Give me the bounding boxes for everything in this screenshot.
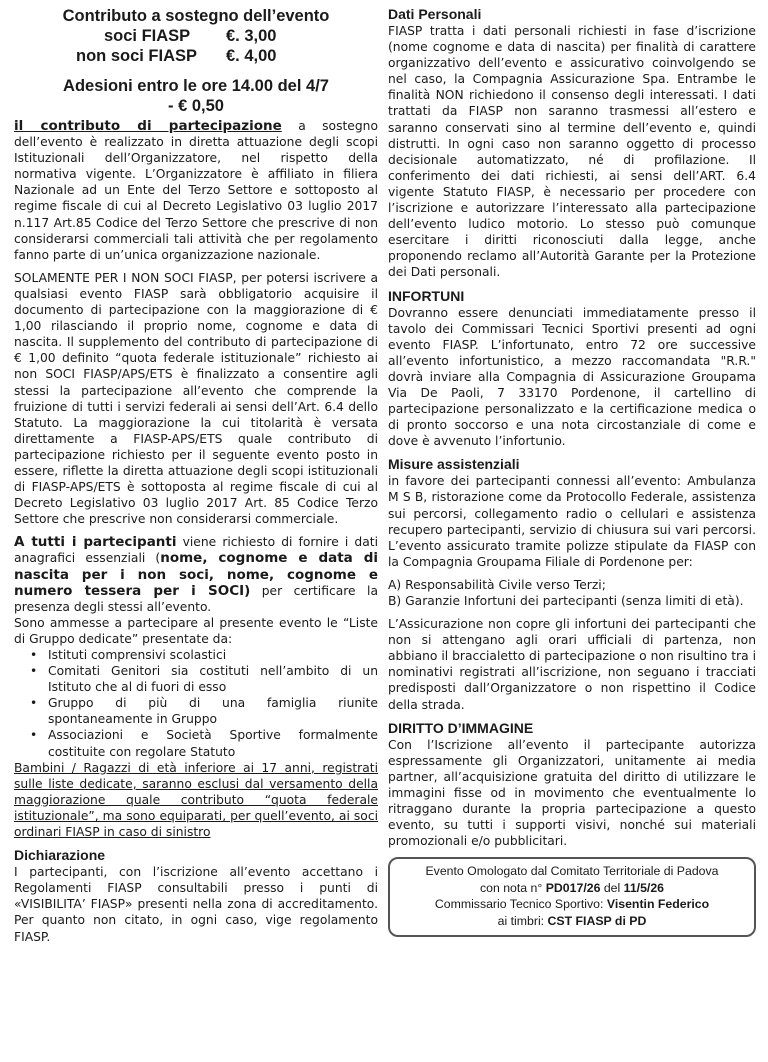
box-commissario: Visentin Federico bbox=[606, 897, 710, 912]
list-item: • Istituti comprensivi scolastici bbox=[30, 647, 378, 663]
misure-paragraph: in favore dei partecipanti connessi all’evento: Ambulanza M S B, ristorazione come da Protocollo Federale, assistenza sui percorsi, collegamento radio o cellulari e assistenza recupero partecipanti, servizio di chiusura sui vari percorsi. L’evento assicurato tramite polizze stipulate da FIASP con la Compagnia Groupama Filiale di Pordenone per: bbox=[388, 474, 756, 569]
left-column bbox=[14, 6, 378, 945]
tutti-mid: viene richiesto di fornire i dati anagrafici essenziali ( bbox=[14, 535, 378, 566]
list-item: • Associazioni e Società Sportive formalmente costituite con regolare Statuto bbox=[30, 727, 378, 759]
box-date: 11/5/26 bbox=[623, 880, 665, 895]
fee-members-amount: €. 3,00 bbox=[226, 27, 277, 45]
box-line-2-mid: del bbox=[600, 880, 624, 895]
deadline-line-2: - € 0,50 bbox=[168, 97, 224, 115]
fee-members-label: soci FIASP bbox=[104, 27, 191, 45]
tutti-paragraph bbox=[14, 534, 378, 614]
assicurazione-paragraph: L’Assicurazione non copre gli infortuni dei partecipanti che non si attengano agli orari ufficiali di partenza, non abbiano il braccialetto di partecipazione o non risultino tra i nominativi registrati all’iscrizione, non seguano i tracciati predisposti dall’Organizzatore o non rispettino il Codice della strada. bbox=[388, 617, 756, 712]
dichiarazione-heading: Dichiarazione bbox=[14, 847, 106, 864]
immagine-heading: DIRITTO D’IMMAGINE bbox=[388, 719, 534, 736]
infortuni-paragraph: Dovranno essere denunciati immediatamente presso il tavolo dei Commissari Tecnici Sportivi presenti ad ogni evento FIASP. L’infortunato, entro 72 ore successive all’evento infortunistico, a mezzo raccomandata "R.R." dovrà inviare alla Compagnia di Assicurazione Groupama Via De Paoli, 7 33170 Pordenone, il cartellino di partecipazione personalizzato e la certificazione medica o di pronto soccorso e una nota circostanziale di come e dove è avvenuto l’infortunio. bbox=[388, 305, 756, 449]
fee-row-non-members bbox=[14, 46, 378, 66]
dichiarazione-paragraph: I partecipanti, con l’iscrizione all’evento accettano i Regolamenti FIASP consultabili presso i punti di «VISIBILITA’ FIASP» presenti nella zona di accreditamento. Per quanto non citato, in ogni caso, vige regolamento FIASP. bbox=[14, 865, 378, 944]
box-line-2-pre: con nota n° bbox=[479, 880, 546, 895]
tutti-lead: A tutti i partecipanti bbox=[14, 534, 177, 551]
box-line-4-pre: ai timbri: bbox=[497, 913, 548, 928]
box-line-1: Evento Omologato dal Comitato Territoriale di Padova bbox=[425, 864, 719, 879]
groups-list bbox=[14, 647, 378, 760]
garanzia-b: B) Garanzie Infortuni dei partecipanti (senza limiti di età). bbox=[388, 594, 744, 608]
fee-non-members-amount: €. 4,00 bbox=[226, 47, 277, 65]
box-line-4 bbox=[398, 913, 746, 930]
box-code: PD017/26 bbox=[545, 880, 601, 895]
non-soci-paragraph: SOLAMENTE PER I NON SOCI FIASP, per potersi iscrivere a qualsiasi evento FIASP sarà obbligatorio acquisire il documento di partecipazione con la maggiorazione di € 1,00 rilasciando il proprio nome, cognome e data di nascita. Il supplemento del contributo di partecipazione di € 1,00 definito “quota federale istituzionale” richiesto ai non SOCI FIASP/APS/ETS è finalizzato a consentire agli stessi la partecipazione all’evento che comprende la fruizione di tutti i servizi federali ai sensi dell’Art. 6.4 dello Statuto. La maggiorazione la cui titolarità è versata direttamente a FIASP-APS/ETS quale contributo di partecipazione richiesto per il seguente evento posto in essere, riflette la diretta attuazione degli scopi istituzionali di FIASP-APS/ETS è sottoposta al regime fiscale di cui al Decreto Legislativo 03 luglio 2017 Art. 85 Codice Terzo Settore che prescrive non considerarsi commerciale. bbox=[14, 270, 378, 527]
tutti-bold: nome, cognome e data di nascita per i non soci, nome, cognome e numero tessera per i SOCI) bbox=[14, 550, 378, 599]
fee-non-members-label: non soci FIASP bbox=[76, 47, 198, 65]
bambini-paragraph: Bambini / Ragazzi di età inferiore ai 17 anni, registrati sulle liste dedicate, saranno esclusi dal versamento della maggiorazione quale contributo “quota federale istituzionale”, ma sono equiparati, per quell’evento, ai soci ordinari FIASP in caso di sinistro bbox=[14, 760, 378, 840]
omologazione-box bbox=[388, 857, 756, 937]
right-column bbox=[388, 6, 756, 937]
fee-title: Contributo a sostegno dell’evento bbox=[62, 7, 330, 25]
tutti-end: per certificare la presenza degli stessi all’evento. bbox=[14, 583, 378, 614]
contributo-lead: il contributo di partecipazione bbox=[14, 118, 282, 134]
gruppi-intro: Sono ammesse a partecipare al presente evento le “Liste di Gruppo dedicate” presentate da: bbox=[14, 615, 378, 646]
box-line-3 bbox=[398, 896, 746, 913]
infortuni-heading: INFORTUNI bbox=[388, 287, 465, 304]
garanzia-a: A) Responsabilità Civile verso Terzi; bbox=[388, 577, 606, 592]
dati-paragraph: FIASP tratta i dati personali richiesti in fase d’iscrizione (nome cognome e data di nascita) per finalità di carattere organizzativo dell’evento e assicurativo coinvolgendo se nel caso, la Compagnia Assicurazione Spa. Entrambe le finalità NON richiedono il consenso degli interessati. I dati trattati da FIASP non saranno trasmessi all’estero e saranno conservati sino al termine dell’evento e, quindi distrutti. In ogni caso non saranno oggetto di processo decisionale automatizzato, né di profilazione. Il conferimento dei dati richiesti, ai sensi dell’ART. 6.4 vigente Statuto FIASP, è necessario per procedere con l’iscrizione e autorizzare l’interessato alla partecipazione dell’evento ludico motorio. Lo stesso può comunque esercitare i diritti riconosciuti dalla legge, anche proponendo reclamo all’Autorità Garante per la Protezione dei Dati personali. bbox=[388, 24, 756, 280]
list-item: • Comitati Genitori sia costituti nell’ambito di un Istituto che al di fuori di esso bbox=[30, 663, 378, 695]
immagine-paragraph: Con l’Iscrizione all’evento il partecipante autorizza espressamente gli Organizzatori, unitamente ai media partner, all’acquisizione gratuita del diritto di utilizzare le immagini fisse od in movimento che eventualmente lo ritraggano durante la propria partecipazione a questo evento, su tutti i supporti visivi, nonché sui materiali promozionali e/o pubblicitari. bbox=[388, 737, 756, 849]
deadline-line-1: Adesioni entro le ore 14.00 del 4/7 bbox=[63, 77, 329, 95]
box-line-2 bbox=[398, 880, 746, 897]
list-item: • Gruppo di più di una famiglia riunite spontaneamente in Gruppo bbox=[30, 695, 378, 727]
box-timbri: CST FIASP di PD bbox=[547, 913, 647, 928]
dati-heading: Dati Personali bbox=[388, 6, 482, 22]
box-line-3-pre: Commissario Tecnico Sportivo: bbox=[434, 897, 607, 912]
contributo-paragraph bbox=[14, 118, 378, 263]
fee-row-members bbox=[14, 26, 378, 46]
misure-heading: Misure assistenziali bbox=[388, 456, 520, 473]
contributo-text: a sostegno dell’evento è realizzato in diretta attuazione degli scopi Istituzionali dell’Organizzatore, nel rispetto della normativa vigente. L’Organizzatore è affiliato in filiera Nazionale ad un Ente del Terzo Settore e sottoposto al regime fiscale di cui al Decreto Legislativo 03 luglio 2017 n.117 Art.85 Codice del Terzo Settore che prescrive di non considerarsi commerciali tali attività che per regolamento fanno parte di un’unica organizzazione nazionale. bbox=[14, 119, 378, 262]
